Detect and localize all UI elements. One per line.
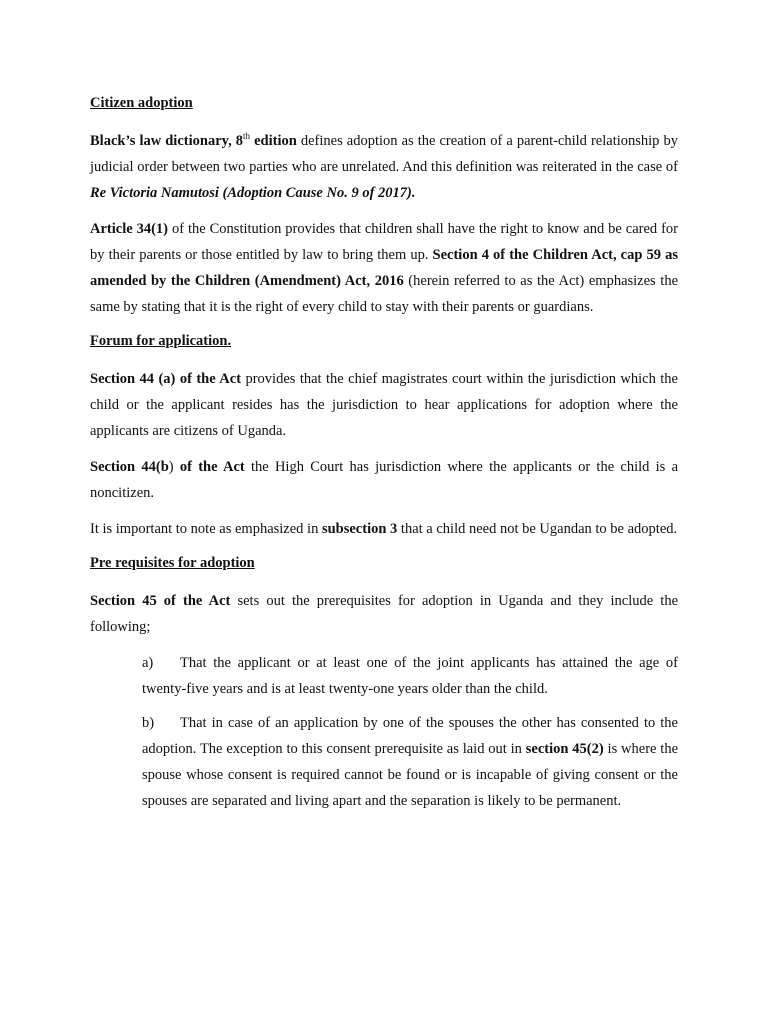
bold-text: Black’s law dictionary, 8 <box>90 133 244 149</box>
document-body <box>90 92 678 822</box>
bold-text: section 45(2) <box>525 741 604 757</box>
body-text: ) <box>168 459 174 475</box>
case-citation: Re Victoria Namutosi (Adoption Cause No. 9 of 2017). <box>90 185 416 201</box>
bold-text: Section 44(b <box>90 459 169 475</box>
list-item <box>90 710 678 814</box>
bold-text: edition <box>250 133 297 149</box>
heading-forum-for-application: Forum for application. <box>90 333 232 349</box>
paragraph-adoption-definition <box>90 128 678 206</box>
body-text: of the Constitution provides that children shall have the right to know and be cared for by their parents or those entitled by law to bring them up. <box>90 221 678 263</box>
list-item-text: is where the spouse whose consent is required cannot be found or is incapable of giving consent or the spouses are separated and living apart and the separation is likely to be permanent. <box>142 741 679 809</box>
bold-text: subsection 3 <box>321 521 398 537</box>
list-item <box>90 650 678 702</box>
paragraph-section-44a <box>90 366 678 444</box>
body-text: that a child need not be Ugandan to be adopted. <box>397 521 678 537</box>
bold-text: Article 34(1) <box>90 221 169 237</box>
list-item-text: That the applicant or at least one of the joint applicants has attained the age of twenty-five years and is at least twenty-one years older than the child. <box>142 655 678 697</box>
paragraph-article-34 <box>90 216 678 320</box>
body-text: defines adoption as the creation of a parent-child relationship by judicial order between two parties who are unrelated. And this definition was reiterated in the case of <box>90 133 678 175</box>
body-text: It is important to note as emphasized in <box>90 521 322 537</box>
list-marker: b) <box>142 715 155 731</box>
list-marker: a) <box>142 655 154 671</box>
superscript-text: th <box>243 131 251 142</box>
paragraph-section-45 <box>90 588 678 640</box>
bold-text: Section 45 of the Act <box>90 593 231 609</box>
body-text: sets out the prerequisites for adoption in Uganda and they include the following; <box>90 593 678 635</box>
body-text: (herein referred to as the Act) emphasizes the same by stating that it is the right of every child to stay with their parents or guardians. <box>90 273 679 315</box>
heading-citizen-adoption: Citizen adoption <box>90 95 193 111</box>
body-text: the High Court has jurisdiction where the applicants or the child is a noncitizen. <box>90 459 679 501</box>
bold-text: of the Act <box>173 459 245 475</box>
paragraph-subsection-3 <box>90 516 678 542</box>
heading-prerequisites: Pre requisites for adoption <box>90 555 255 571</box>
paragraph-section-44b <box>90 454 678 506</box>
list-item-text: That in case of an application by one of the spouses the other has consented to the adoption. The exception to this consent prerequisite as laid out in <box>142 715 678 757</box>
bold-text: Section 4 of the Children Act, cap 59 as amended by the Children (Amendment) Act, 2016 <box>90 247 678 289</box>
bold-text: Section 44 (a) of the Act <box>90 371 242 387</box>
body-text: provides that the chief magistrates court within the jurisdiction which the child or the applicant resides has the jurisdiction to hear applications for adoption where the applicants are citizens of Uganda. <box>90 371 678 439</box>
